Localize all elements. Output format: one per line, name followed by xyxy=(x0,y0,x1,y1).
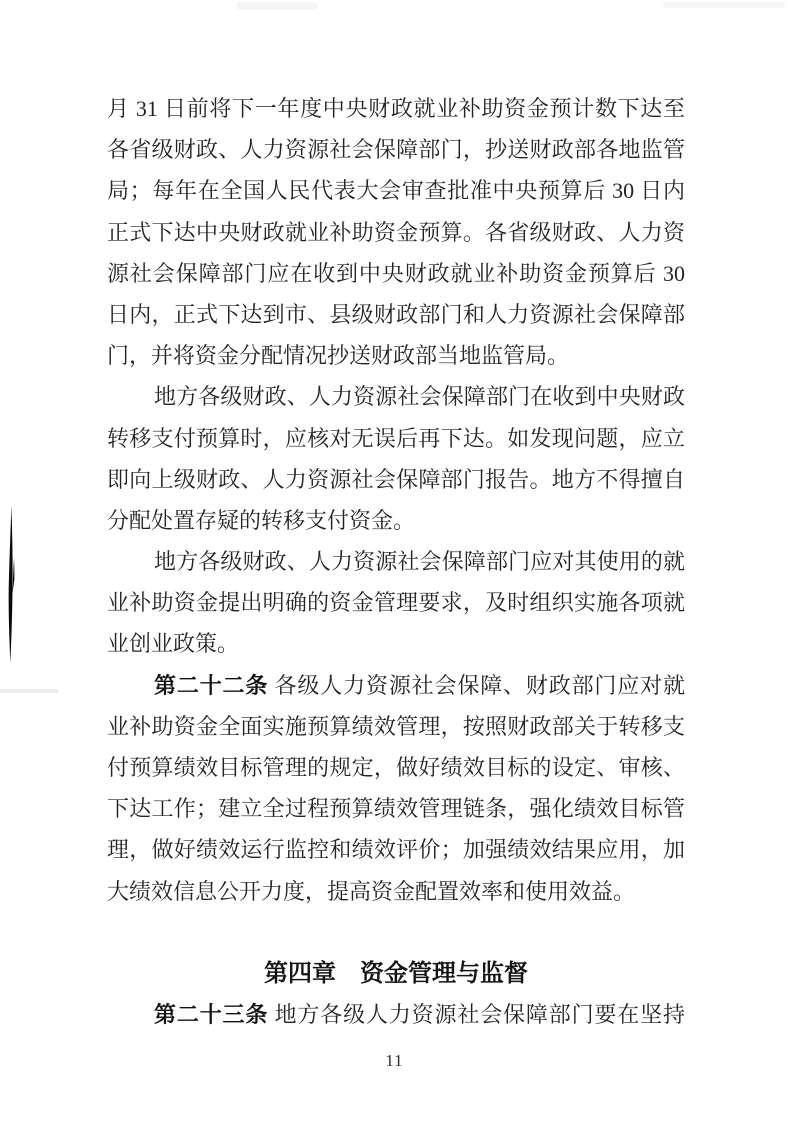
text-line: 即向上级财政、人力资源社会保障部门报告。地方不得擅自 xyxy=(107,466,685,492)
chapter-heading: 第四章 资金管理与监督 xyxy=(264,959,528,987)
article-23-text: 地方各级人力资源社会保障部门要在坚持 xyxy=(268,1002,685,1028)
text-line: 转移支付预算时，应核对无误后再下达。如发现问题，应立 xyxy=(107,425,685,451)
text-line: 付预算绩效目标管理的规定，做好绩效目标的设定、审核、 xyxy=(107,755,685,780)
text-line: 月 31 日前将下一年度中央财政就业补助资金预计数下达至 xyxy=(107,96,685,121)
text-line: 各省级财政、人力资源社会保障部门，抄送财政部各地监管 xyxy=(107,137,685,163)
scan-smudge-top xyxy=(236,2,318,10)
text-line: 日内，正式下达到市、县级财政部门和人力资源社会保障部 xyxy=(107,301,685,327)
article-23-line xyxy=(107,994,685,1035)
article-22-text: 各级人力资源社会保障、财政部门应对就 xyxy=(268,672,685,698)
text-line: 门，并将资金分配情况抄送财政部当地监管局。 xyxy=(107,343,570,369)
article-22-line xyxy=(107,665,685,706)
scan-smudge-left-bottom xyxy=(0,689,58,693)
text-line: 下达工作；建立全过程预算绩效管理链条，强化绩效目标管 xyxy=(107,796,685,822)
text-line: 局；每年在全国人民代表大会审查批准中央预算后 30 日内 xyxy=(107,178,685,204)
page-number: 11 xyxy=(385,1051,404,1070)
blank-line xyxy=(107,912,685,953)
article-23-number: 第二十三条 xyxy=(154,1002,269,1028)
scan-smudge-top-right xyxy=(663,2,785,8)
text-line: 业补助资金全面实施预算绩效管理，按照财政部关于转移支 xyxy=(107,713,685,739)
scan-streak-left-edge xyxy=(0,503,22,668)
text-line: 正式下达中央财政就业补助资金预算。各省级财政、人力资 xyxy=(107,219,685,245)
text-line: 大绩效信息公开力度，提高资金配置效率和使用效益。 xyxy=(107,878,636,904)
text-line: 理，做好绩效运行监控和绩效评价；加强绩效结果应用，加 xyxy=(107,837,685,863)
text-line: 源社会保障部门应在收到中央财政就业补助资金预算后 30 xyxy=(107,260,685,286)
text-line: 地方各级财政、人力资源社会保障部门在收到中央财政 xyxy=(154,384,685,410)
text-line: 业补助资金提出明确的资金管理要求，及时组织实施各项就 xyxy=(107,590,685,616)
text-line: 业创业政策。 xyxy=(107,631,240,657)
document-body xyxy=(107,88,685,1035)
text-line: 地方各级财政、人力资源社会保障部门应对其使用的就 xyxy=(154,549,685,575)
text-line: 分配处置存疑的转移支付资金。 xyxy=(107,507,416,533)
article-22-number: 第二十二条 xyxy=(154,672,269,698)
